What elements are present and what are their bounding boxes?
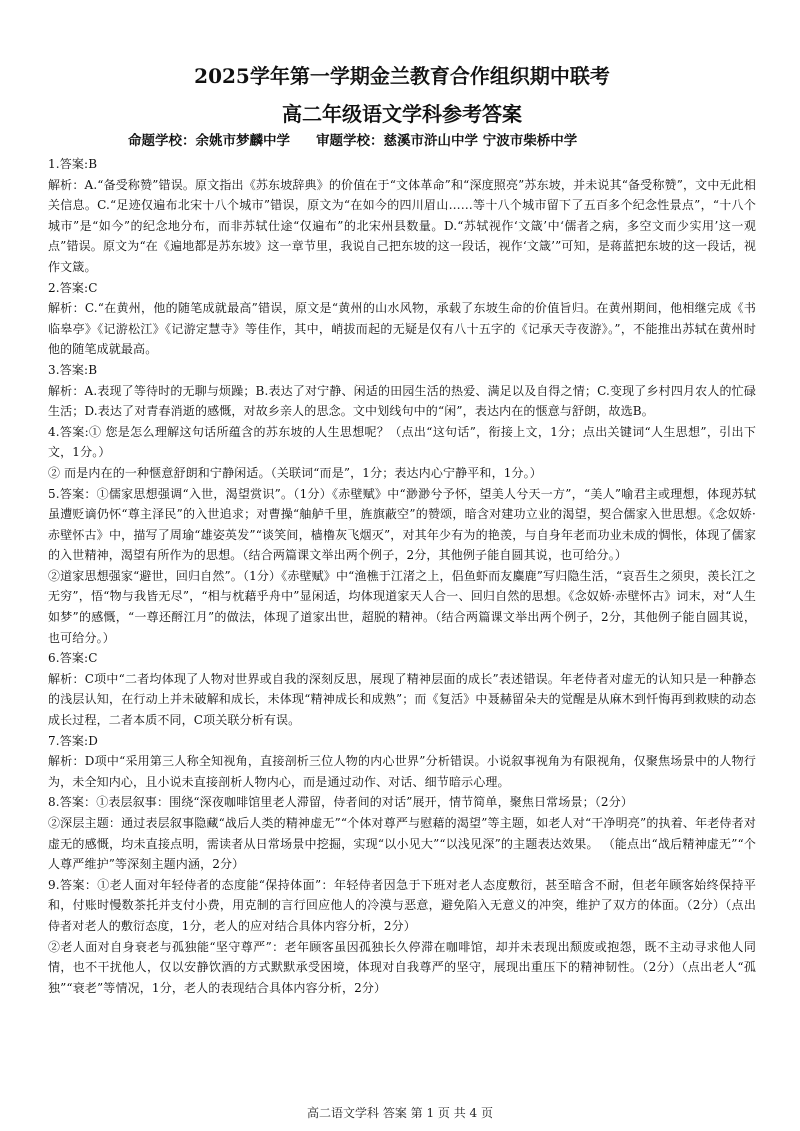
- set-school: 命题学校：余姚市梦麟中学: [128, 133, 290, 149]
- page-footer: 高二语文学科 答案 第 1 页 共 4 页: [307, 1106, 493, 1120]
- answer-paragraph: 3.答案:B: [48, 362, 98, 377]
- answer-paragraph: 解析：C项中“二者均体现了人物对世界或自我的深刻反思，展现了精神层面的成长”表述错误。年老侍者对虚无的认知只是一种静态的浅层认知，在行动上并未破解和成长，未体现“精神成长和成熟”；而《复活》中聂赫留朵夫的觉醒是从麻木到忏悔再到救赎的动态成长过程，二者本质不同，C项关联分析有误。: [48, 671, 756, 728]
- answer-paragraph: 2.答案:C: [48, 280, 98, 295]
- answer-paragraph: 解析：D项中“采用第三人称全知视角，直接剖析三位人物的内心世界”分析错误。小说叙事视角为有限视角，仅聚焦场景中的人物行为，未全知内心，且小说未直接剖析人物内心，而是通过动作、对话、细节暗示心理。: [48, 754, 756, 789]
- answer-paragraph: 9.答案：①老人面对年轻侍者的态度能“保持体面”：年轻侍者因急于下班对老人态度敷衍，甚至暗含不耐，但老年顾客始终保持平和，付账时慢数茶托并支付小费，用克制的言行回应他人的冷漠与恶意，避免陷入无意义的冲突，维护了双方的体面。（2分）（点出侍者对老人的敷衍态度，1分，老人的应对结合具体内容分析，2分）: [48, 877, 756, 933]
- answer-paragraph: 6.答案:C: [48, 651, 98, 666]
- answer-paragraph: 8.答案：①表层叙事：围绕“深夜咖啡馆里老人滞留，侍者间的对话”展开，情节简单，聚焦日常场景；（2分）: [48, 795, 634, 810]
- exam-subtitle: 高二年级语文学科参考答案: [282, 102, 522, 126]
- answer-paragraph: 解析：C.“在黄州，他的随笔成就最高”错误，原文是“黄州的山水风物，承载了东坡生命的价值旨归。在黄州期间，他相继完成《书临皋亭》《记游松江》《记游定慧寺》等佳作，其中，峭拔而起的无疑是仅有八十五字的《记承天寺夜游》。”，不能推出苏轼在黄州时他的随笔成就最高。: [48, 301, 756, 357]
- answer-paragraph: 7.答案:D: [48, 733, 99, 748]
- answer-paragraph: ②道家思想强家“避世，回归自然”。（1分）《赤壁赋》中“渔樵于江渚之上，侣鱼虾而友麋鹿”写归隐生活，“哀吾生之须臾，羡长江之无穷”，悟“物与我皆无尽”，“相与枕藉乎舟中”显闲适，均体现道家天人合一、回归自然的思想。《念奴娇·赤壁怀古》词末，对“人生如梦”的感慨，“一尊还酹江月”的做法，体现了道家出世，超脱的精神。（结合两篇课文举出两个例子，2分，其他例子能自圆其说，也可给分。）: [48, 568, 756, 645]
- answer-paragraph: ② 而是内在的一种惬意舒朗和宁静闲适。（关联词“而是”，1分；表达内心宁静平和，1分。）: [48, 465, 542, 480]
- answer-paragraph: 4.答案:① 您是怎么理解这句话所蕴含的苏东坡的人生思想呢？（点出“这句话”，衔接上文，1分；点出关键词“人生思想”，引出下文，1分。）: [48, 424, 756, 460]
- answer-paragraph: 5.答案：①儒家思想强调“入世，渴望赏识”。（1分）《赤壁赋》中“渺渺兮予怀，望美人兮天一方”，“美人”喻君主或理想，体现苏轼虽遭贬谪仍怀“尊主泽民”的入世追求；对曹操“舳舻千里，旌旗蔽空”的赞颂，暗含对建功立业的渴望，契合儒家入世思想。《念奴娇·赤壁怀古》中，描写了周瑜“雄姿英发”“谈笑间，樯橹灰飞烟灭”，对其年少有为的艳羡，与自身年老而功业未成的惆怅，体现了儒家的入世精神，渴望有所作为的思想。（结合两篇课文举出两个例子，2分，其他例子能自圆其说，也可给分。）: [48, 486, 756, 563]
- review-school: 审题学校：慈溪市浒山中学 宁波市柴桥中学: [316, 133, 578, 149]
- answer-body: [48, 154, 756, 998]
- answer-paragraph: ②老人面对自身衰老与孤独能“坚守尊严”：老年顾客虽因孤独长久停滞在咖啡馆，却并未表现出颓废或抱怨，既不主动寻求他人同情，也不干扰他人，仅以安静饮酒的方式默默承受困境，体现对自我尊严的坚守，展现出重压下的精神韧性。（2分）（点出老人“孤独”“衰老”等情况，1分，老人的表现结合具体内容分析，2分）: [48, 939, 756, 995]
- answer-paragraph: 解析：A.“备受称赞”错误。原文指出《苏东坡辞典》的价值在于“文体革命”和“深度照亮”苏东坡，并未说其“备受称赞”，文中无此相关信息。C.“足迹仅遍布北宋十八个城市”错误，原文为“在如今的四川眉山……等十八个城市留下了五百多个纪念性景点”，“十八个城市”是“如今”的纪念地分布，而非苏轼仕途“仅遍布”的北宋州县数量。D.“苏轼视作‘文箴’中‘儒者之病，多空文而少实用’这一观点”错误。原文为“在《遍地都是苏东坡》这一章节里，我说自己把东坡的这一段话，视作‘文箴’”可知，是蒋蓝把东坡的这一段话，视作文箴。: [48, 177, 756, 274]
- answer-paragraph: 解析：A.表现了等待时的无聊与烦躁；B.表达了对宁静、闲适的田园生活的热爱、满足以及自得之情；C.变现了乡村四月农人的忙碌生活；D.表达了对青春消逝的感慨，对故乡亲人的思念。文中划线句中的“闲”，表达内在的惬意与舒朗，故选B。: [48, 383, 756, 419]
- answer-paragraph: 1.答案:B: [48, 157, 98, 171]
- exam-title: 2025学年第一学期金兰教育合作组织期中联考: [194, 64, 610, 88]
- answer-paragraph: ②深层主题：通过表层叙事隐藏“战后人类的精神虚无”“个体对尊严与慰藉的渴望”等主题，如老人对“干净明亮”的执着、年老侍者对虚无的感慨，均未直接点明，需读者从日常场景中挖掘，实现“以小见大”“以浅见深”的主题表达效果。 （能点出“战后精神虚无”“个人尊严维护”等深刻主题内涵，2分）: [48, 816, 756, 872]
- school-info: [128, 132, 756, 150]
